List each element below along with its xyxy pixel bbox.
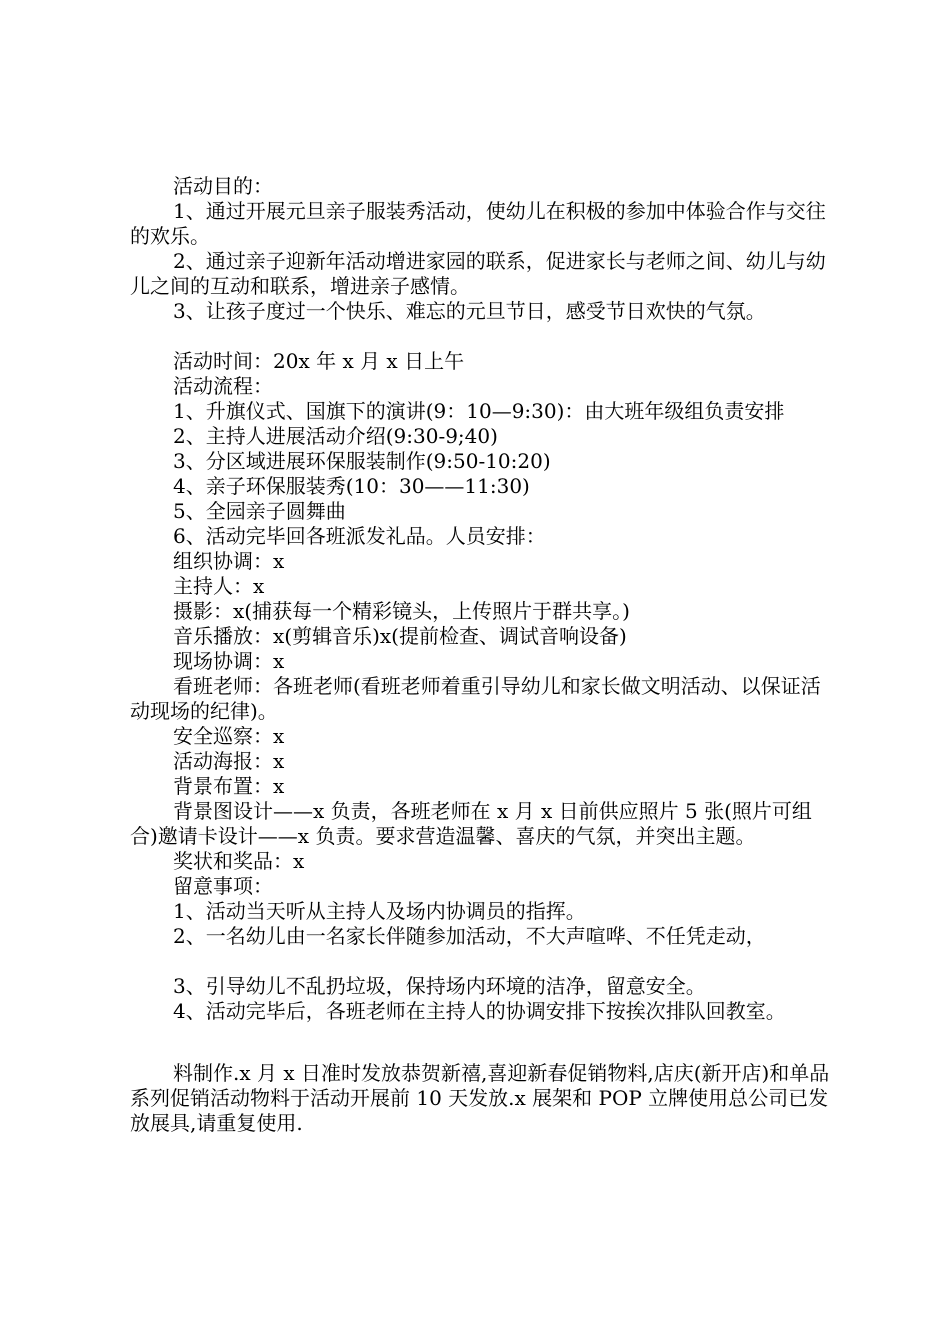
paragraph: 3、分区域进展环保服装制作(9:50-10:20) bbox=[173, 449, 551, 473]
section-heading-process: 活动流程： bbox=[173, 374, 273, 398]
paragraph: 2、通过亲子迎新年活动增进家园的联系，促进家长与老师之间、幼儿与幼儿之间的互动和联系，增进亲子感情。 bbox=[130, 249, 826, 298]
blank-line bbox=[130, 949, 835, 974]
blank-line bbox=[130, 324, 835, 349]
section-heading-notes: 留意事项： bbox=[173, 874, 273, 898]
staff-item: 看班老师：各班老师(看班老师着重引导幼儿和家长做文明活动、以保证活动现场的纪律)。 bbox=[130, 674, 821, 723]
paragraph: 5、全园亲子圆舞曲 bbox=[173, 499, 346, 523]
paragraph: 料制作.x 月 x 日准时发放恭贺新禧,喜迎新春促销物料,店庆(新开店)和单品系列促销活动物料于活动开展前 10 天发放.x 展架和 POP 立牌使用总公司已发放展具,请重复使用. bbox=[130, 1061, 830, 1135]
paragraph: 1、升旗仪式、国旗下的演讲(9：10—9:30)：由大班年级组负责安排 bbox=[173, 399, 785, 423]
paragraph: 1、通过开展元旦亲子服装秀活动，使幼儿在积极的参加中体验合作与交往的欢乐。 bbox=[130, 199, 826, 248]
activity-time: 活动时间：20x 年 x 月 x 日上午 bbox=[173, 349, 465, 373]
staff-item: 组织协调：x bbox=[173, 549, 285, 573]
staff-item: 安全巡察：x bbox=[173, 724, 285, 748]
staff-item: 音乐播放：x(剪辑音乐)x(提前检查、调试音响设备) bbox=[173, 624, 627, 648]
staff-item: 奖状和奖品：x bbox=[173, 849, 305, 873]
paragraph: 6、活动完毕回各班派发礼品。人员安排： bbox=[173, 524, 546, 548]
document-body bbox=[130, 174, 835, 1136]
paragraph: 2、一名幼儿由一名家长伴随参加活动，不大声喧哗、不任凭走动， bbox=[173, 924, 766, 948]
paragraph: 4、亲子环保服装秀(10：30——11:30) bbox=[173, 474, 530, 498]
paragraph: 1、活动当天听从主持人及场内协调员的指挥。 bbox=[173, 899, 586, 923]
staff-item: 摄影：x(捕获每一个精彩镜头，上传照片于群共享。) bbox=[173, 599, 630, 623]
paragraph: 2、主持人进展活动介绍(9:30-9;40) bbox=[173, 424, 498, 448]
staff-item: 主持人：x bbox=[173, 574, 265, 598]
paragraph: 3、引导幼儿不乱扔垃圾，保持场内环境的洁净，留意安全。 bbox=[173, 974, 706, 998]
staff-item: 活动海报：x bbox=[173, 749, 285, 773]
paragraph: 背景图设计——x 负责，各班老师在 x 月 x 日前供应照片 5 张(照片可组合)邀请卡设计——x 负责。要求营造温馨、喜庆的气氛，并突出主题。 bbox=[130, 799, 812, 848]
blank-line bbox=[130, 1024, 835, 1061]
staff-item: 现场协调：x bbox=[173, 649, 285, 673]
staff-item: 背景布置：x bbox=[173, 774, 285, 798]
paragraph: 4、活动完毕后，各班老师在主持人的协调安排下按挨次排队回教室。 bbox=[173, 999, 786, 1023]
section-heading-purpose: 活动目的： bbox=[173, 174, 273, 198]
paragraph: 3、让孩子度过一个快乐、难忘的元旦节日，感受节日欢快的气氛。 bbox=[173, 299, 766, 323]
